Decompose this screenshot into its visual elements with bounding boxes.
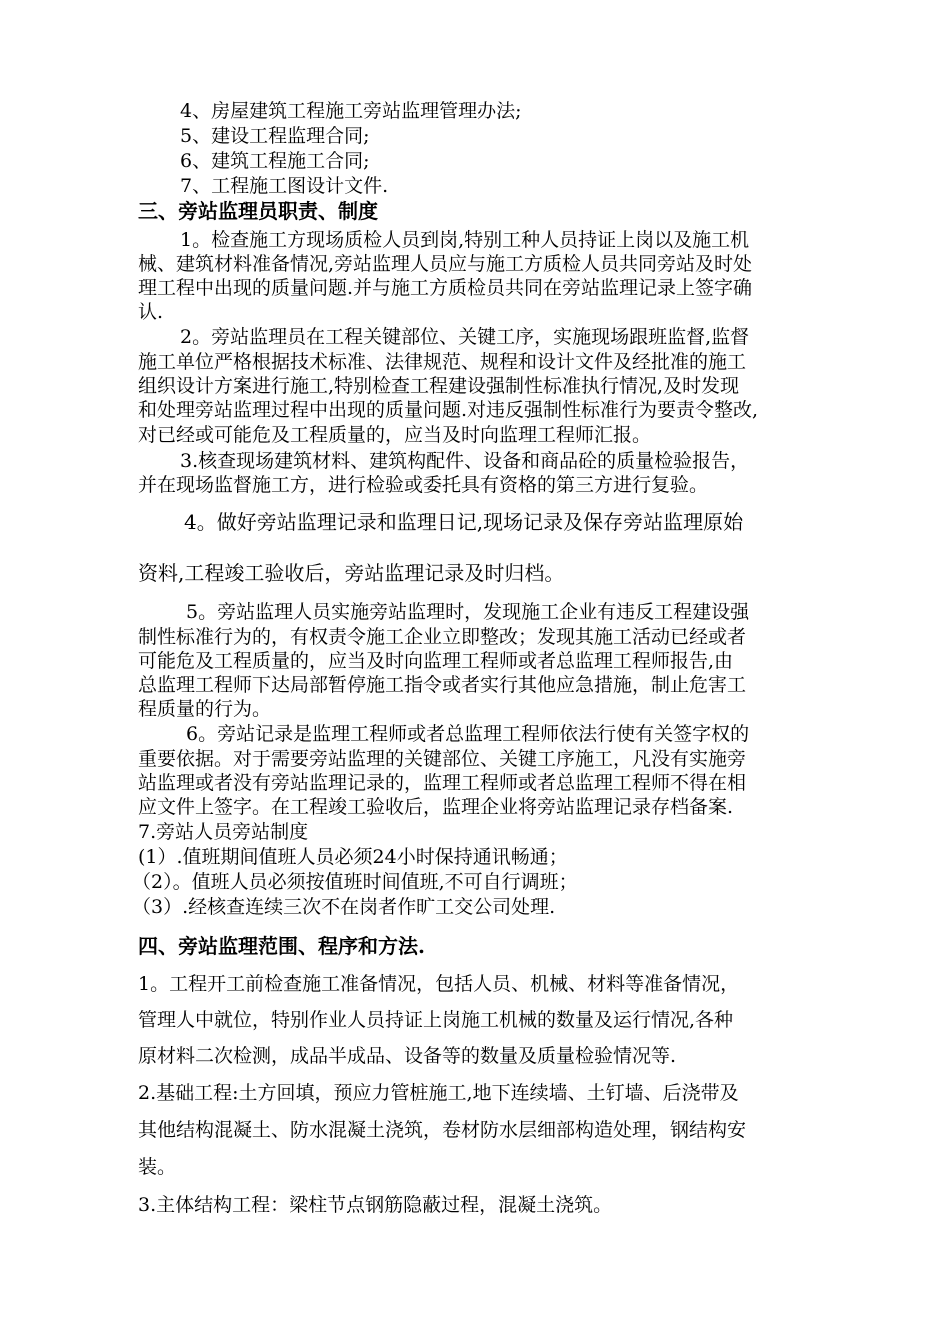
text-line: 4。做好旁站监理记录和监理日记,现场记录及保存旁站监理原始 — [184, 510, 744, 534]
text-line: 站监理或者没有旁站监理记录的，监理工程师或者总监理工程师不得在相 — [138, 772, 747, 794]
text-line: 可能危及工程质量的，应当及时向监理工程师或者总监理工程师报告,由 — [138, 650, 734, 672]
text-line: 和处理旁站监理过程中出现的质量问题.对违反强制性标准行为要责令整改, — [138, 399, 759, 421]
text-line: 原材料二次检测，成品半成品、设备等的数量及质量检验情况等. — [138, 1045, 677, 1067]
reference-item: 6、建筑工程施工合同; — [180, 150, 370, 172]
text-line: 械、建筑材料准备情况,旁站监理人员应与施工方质检人员共同旁站及时处 — [138, 253, 753, 275]
text-line: 1。检查施工方现场质检人员到岗,特别工种人员持证上岗以及施工机 — [180, 229, 750, 251]
text-line: 6。旁站记录是监理工程师或者总监理工程师依法行使有关签字权的 — [186, 723, 750, 745]
text-line: 资料,工程竣工验收后，旁站监理记录及时归档。 — [138, 561, 565, 585]
text-line: 施工单位严格根据技术标准、法律规范、规程和设计文件及经批准的施工 — [138, 351, 747, 373]
text-line: 制性标准行为的，有权责令施工企业立即整改；发现其施工活动已经或者 — [138, 626, 747, 648]
text-line: 总监理工程师下达局部暂停施工指令或者实行其他应急措施，制止危害工 — [138, 674, 747, 696]
text-line: 组织设计方案进行施工,特别检查工程建设强制性标准执行情况,及时发现 — [138, 375, 740, 397]
rule-item: （3）.经核查连续三次不在岗者作旷工交公司处理. — [132, 896, 556, 918]
section-heading-3: 三、旁站监理员职责、制度 — [138, 199, 378, 223]
text-line: 3.核查现场建筑材料、建筑构配件、设备和商品砼的质量检验报告， — [180, 450, 750, 472]
text-line: 理工程中出现的质量问题.并与施工方质检员共同在旁站监理记录上签字确 — [138, 277, 753, 299]
text-line: 2。旁站监理员在工程关键部位、关键工序，实施现场跟班监督,监督 — [180, 326, 750, 348]
reference-item: 4、房屋建筑工程施工旁站监理管理办法; — [180, 100, 522, 122]
text-line: 装。 — [138, 1156, 177, 1178]
text-line: 3.主体结构工程：梁柱节点钢筋隐蔽过程，混凝土浇筑。 — [138, 1194, 613, 1216]
text-line: 应文件上签字。在工程竣工验收后，监理企业将旁站监理记录存档备案. — [138, 796, 734, 818]
text-line: 并在现场监督施工方，进行检验或委托具有资格的第三方进行复验。 — [138, 474, 709, 496]
rule-item: (1）.值班期间值班人员必须24小时保持通讯畅通； — [138, 846, 568, 868]
text-line: 5。旁站监理人员实施旁站监理时，发现施工企业有违反工程建设强 — [186, 601, 750, 623]
text-line: 重要依据。对于需要旁站监理的关键部位、关键工序施工，凡没有实施旁 — [138, 748, 747, 770]
section-heading-4: 四、旁站监理范围、程序和方法. — [138, 934, 425, 958]
text-line: 管理人中就位，特别作业人员持证上岗施工机械的数量及运行情况,各种 — [138, 1009, 734, 1031]
text-line: 认. — [138, 301, 164, 323]
text-line: 对已经或可能危及工程质量的，应当及时向监理工程师汇报。 — [138, 424, 652, 446]
reference-item: 7、工程施工图设计文件. — [180, 175, 389, 197]
rule-item: （2）。值班人员必须按值班时间值班,不可自行调班； — [132, 871, 578, 893]
rules-title: 7.旁站人员旁站制度 — [138, 821, 309, 843]
text-line: 程质量的行为。 — [138, 698, 272, 720]
text-line: 其他结构混凝土、防水混凝土浇筑，卷材防水层细部构造处理，钢结构安 — [138, 1119, 747, 1141]
text-line: 1。工程开工前检查施工准备情况，包括人员、机械、材料等准备情况， — [138, 973, 740, 995]
reference-item: 5、建设工程监理合同; — [180, 125, 370, 147]
text-line: 2.基础工程:土方回填，预应力管桩施工,地下连续墙、土钉墙、后浇带及 — [138, 1082, 739, 1104]
